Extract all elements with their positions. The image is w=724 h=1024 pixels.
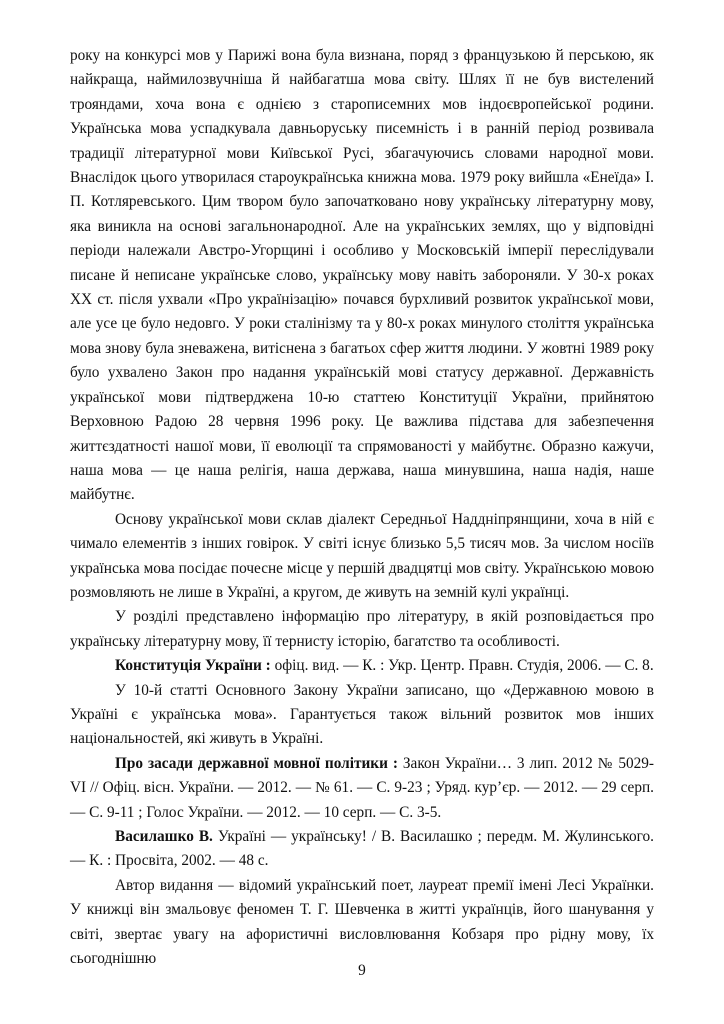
entry-title: Василашко В.: [115, 828, 213, 845]
bibliography-entry-vasylashko: [70, 825, 654, 874]
paragraph-section-intro: У розділі представлено інформацію про літературу, в якій розповідається про українську літературну мову, її тернисту історію, багатство та особливості.: [70, 608, 654, 650]
paragraph-history: року на конкурсі мов у Парижі вона була визнана, поряд з французькою й перською, як найкраща, наймилозвучніша й найбагатша мова світу. Шлях її не був вистелений трояндами, хоча вона є однією з старописемних мов індоєвропейської родини. Українська мова успадкувала давньоруську писемність і в ранній період розвивала традиції літературної мови Київської Русі, збагачуючись словами народної мови. Внаслідок цього утворилася староукраїнська книжна мова. 1979 року вийшла «Енеїда» І. П. Котляревського. Цим твором було започатковано нову українську літературну мову, яка виникла на основі загальнонародної. Але на українських землях, що у відповідні періоди належали Австро-Угорщині і особливо у Московській імперії переслідували писане й неписане українське слово, українську мову навіть забороняли. У 30-х роках XX ст. після ухвали «Про українізацію» почався бурхливий розвиток української мови, але усе це було недовго. У роки сталінізму та у 80-х роках минулого століття українська мова знову була зневажена, витіснена з багатьох сфер життя людини. У жовтні 1989 року було ухвалено Закон про надання українській мові статусу державної. Державність української мови підтверджена 10-ю статтею Конституції України, прийнятою Верховною Радою 28 червня 1996 року. Це важлива підстава для забезпечення життєздатності нашої мови, її еволюції та спрямованості у майбутнє. Образно кажучи, наша мова — це наша релігія, наша держава, наша минувшина, наша надія, наше майбутнє.: [70, 47, 654, 504]
entry-details: Україні — українську! / В. Василашко ; передм. М. Жулинського. — К. : Просвіта, 2002. — 48 с.: [70, 828, 654, 870]
annotation-vasylashko: Автор видання — відомий український поет, лауреат премії імені Лесі Українки. У книжці він змальовує феномен Т. Г. Шевченка в житті українців, його шанування у світі, звертає увагу на афористичні висловлювання Кобзаря про рідну мову, їх сьогоднішню: [70, 876, 654, 968]
entry-title: Про засади державної мовної політики :: [115, 754, 398, 772]
entry-details: офіц. вид. — К. : Укр. Центр. Правн. Студія, 2006. — С. 8.: [270, 657, 654, 675]
entry-title: Конституція України :: [115, 657, 271, 675]
body-text: [70, 44, 654, 971]
annotation-constitution: У 10-й статті Основного Закону України записано, що «Державною мовою в Україні є українська мова». Гарантується також вільний розвиток мов інших національностей, які живуть в Україні.: [70, 681, 654, 748]
page-number: 9: [358, 962, 366, 979]
bibliography-entry-constitution: [70, 654, 654, 678]
paragraph-dialect: Основу української мови склав діалект Середньої Наддніпрянщини, хоча в ній є чимало елементів з інших говірок. У світі існує близько 5,5 тисяч мов. За числом носіїв українська мова посідає почесне місце у першій двадцятці мов світу. Українською мовою розмовляють не лише в Україні, а кругом, де живуть на земній кулі українці.: [70, 510, 654, 601]
entry-details: Закон України… 3 лип. 2012 № 5029-VI // Офіц. вісн. України. — 2012. — № 61. — С. 9-23 ; Уряд. кур’єр. — 2012. — 29 серп. — С. 9-11 ; Голос України. — 2012. — 10 серп. — С. 3-5.: [70, 754, 655, 821]
bibliography-entry-language-policy: [70, 752, 654, 825]
